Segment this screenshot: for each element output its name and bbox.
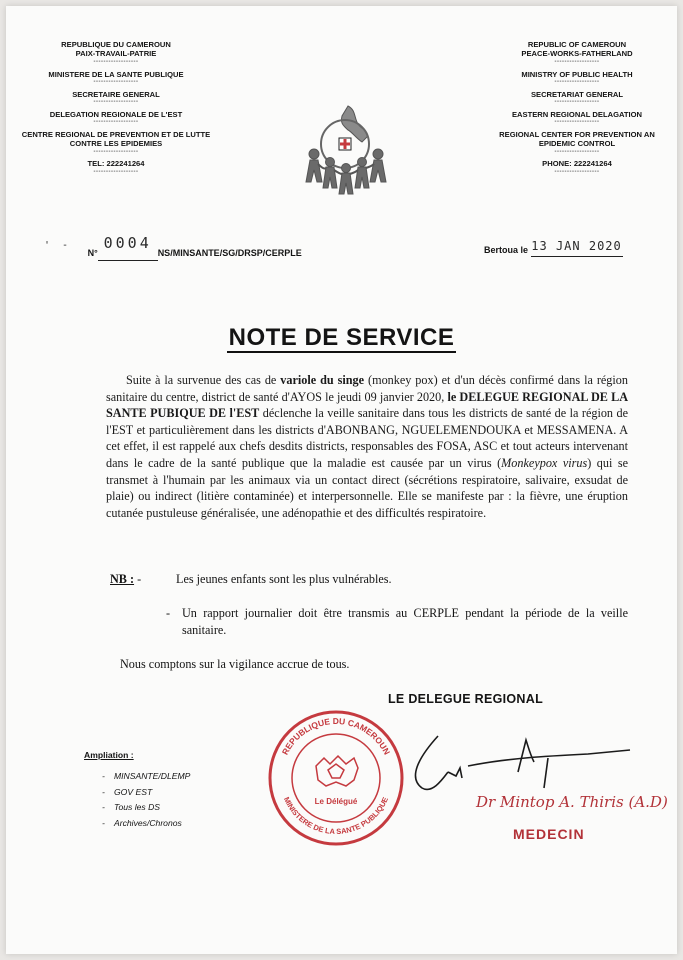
nb-label: NB : - <box>110 572 142 586</box>
header-right-republic: REPUBLIC OF CAMEROUN <box>527 40 627 49</box>
ampliation-title: Ampliation : <box>84 750 134 760</box>
header-left-motto: PAIX-TRAVAIL-PATRIE <box>75 49 157 59</box>
list-item: - MINSANTE/DLEMP <box>114 769 190 785</box>
list-item: - Archives/Chronos <box>114 816 190 832</box>
header-left-republic: REPUBLIQUE DU CAMEROUN <box>61 40 171 49</box>
document-page <box>6 6 677 954</box>
date-stamp: 13 JAN 2020 <box>531 239 622 253</box>
header-right-secretariat: SECRETARIAT GENERAL <box>530 89 624 99</box>
divider: ------------------ <box>554 119 600 126</box>
divider: ------------------ <box>554 58 600 65</box>
header-right-center-1: REGIONAL CENTER FOR PREVENTION AN <box>499 129 655 139</box>
header-left-center-1: CENTRE REGIONAL DE PREVENTION ET DE LUTTE <box>21 129 211 139</box>
header-left-center-2: CONTRE LES EPIDEMIES <box>69 139 163 149</box>
signatory-role: MEDECIN <box>513 826 585 842</box>
signer-title: LE DELEGUE REGIONAL <box>388 692 544 706</box>
cerple-logo-icon <box>296 102 394 206</box>
divider: ------------------ <box>554 79 600 86</box>
divider: ------------------ <box>554 99 600 106</box>
divider: ------------------ <box>93 168 139 175</box>
reference-mark: ' - <box>44 240 72 251</box>
closing-sentence: Nous comptons sur la vigilance accrue de tous. <box>120 657 350 671</box>
header-left-delegation: DELEGATION REGIONALE DE L'EST <box>49 109 183 119</box>
reference-suffix: NS/MINSANTE/SG/DRSP/CERPLE <box>157 248 302 258</box>
divider: ------------------ <box>93 79 139 86</box>
svg-text:Le Délégué: Le Délégué <box>314 797 358 806</box>
nb-item: Les jeunes enfants sont les plus vulnérables. <box>176 572 392 586</box>
header-right-delegation: EASTERN REGIONAL DELAGATION <box>511 109 643 119</box>
official-stamp-icon <box>266 708 406 848</box>
list-item: - GOV EST <box>114 785 190 801</box>
header-right-center-2: EPIDEMIC CONTROL <box>538 139 616 149</box>
divider: ------------------ <box>93 99 139 106</box>
page-title: NOTE DE SERVICE <box>228 324 455 351</box>
body-paragraph: Suite à la survenue des cas de variole du singe (monkey pox) et d'un décès confirmé dans la région sanitaire du centre, district de santé d'AYOS le jeudi 09 janvier 2020, le DELEGUE REGIONAL DE LA SANTE PUBIQUE DE l'EST déclenche la veille sanitaire dans tous les districts de santé de la région de l'EST et particulièrement dans les districts d'ABONBANG, NGUELEMENDOUKA et MESSAMENA. A cet effet, il est rappelé aux chefs desdits districts, responsables des FOSA, ASC et tout acteurs intervenant dans le cadre de la santé publique que la maladie est causée par un virus (Monkeypox virus) qui se transmet à l'humain par les animaux via un contact direct (sécrétions respiratoire, salivaire, exsudat de plaie) ou indirect (litière contaminée) et interpersonnelle. Elle se manifeste par : la fièvre, une éruption cutanée pustuleuse généralisée, une adénopathie et des difficultés respiratoire. <box>106 373 629 520</box>
header-right-ministry: MINISTRY OF PUBLIC HEALTH <box>521 69 633 79</box>
header-left <box>16 40 216 175</box>
svg-text:MINISTERE DE LA SANTE PUBLIQUE: MINISTERE DE LA SANTE PUBLIQUE <box>281 795 391 837</box>
handwritten-signature-icon <box>398 728 648 798</box>
list-item: - Tous les DS <box>114 800 190 816</box>
divider: ------------------ <box>554 148 600 155</box>
place-label: Bertoua le <box>484 245 529 255</box>
header-right-motto: PEACE-WORKS-FATHERLAND <box>521 49 633 59</box>
divider: ------------------ <box>554 168 600 175</box>
divider: ------------------ <box>93 148 139 155</box>
divider: ------------------ <box>93 58 139 65</box>
ampliation-list <box>84 750 190 831</box>
divider: ------------------ <box>93 119 139 126</box>
header-left-ministry: MINISTERE DE LA SANTE PUBLIQUE <box>48 69 184 79</box>
reference-number <box>44 234 302 261</box>
svg-text:REPUBLIQUE DU CAMEROUN: REPUBLIQUE DU CAMEROUN <box>279 715 393 757</box>
place-date <box>484 239 623 257</box>
header-right-phone: PHONE: 222241264 <box>542 159 612 169</box>
nb-item: - Un rapport journalier doit être transmis au CERPLE pendant la période de la veille sanitaire. <box>166 606 628 637</box>
header-left-tel: TEL: 222241264 <box>87 159 145 169</box>
header-right <box>482 40 672 175</box>
reference-handwritten-number: 0004 <box>103 234 152 252</box>
reference-prefix: N° <box>87 248 98 258</box>
signatory-name: Dr Mintop A. Thiris (A.D) <box>476 793 668 811</box>
header-left-secretariat: SECRETAIRE GENERAL <box>72 89 160 99</box>
